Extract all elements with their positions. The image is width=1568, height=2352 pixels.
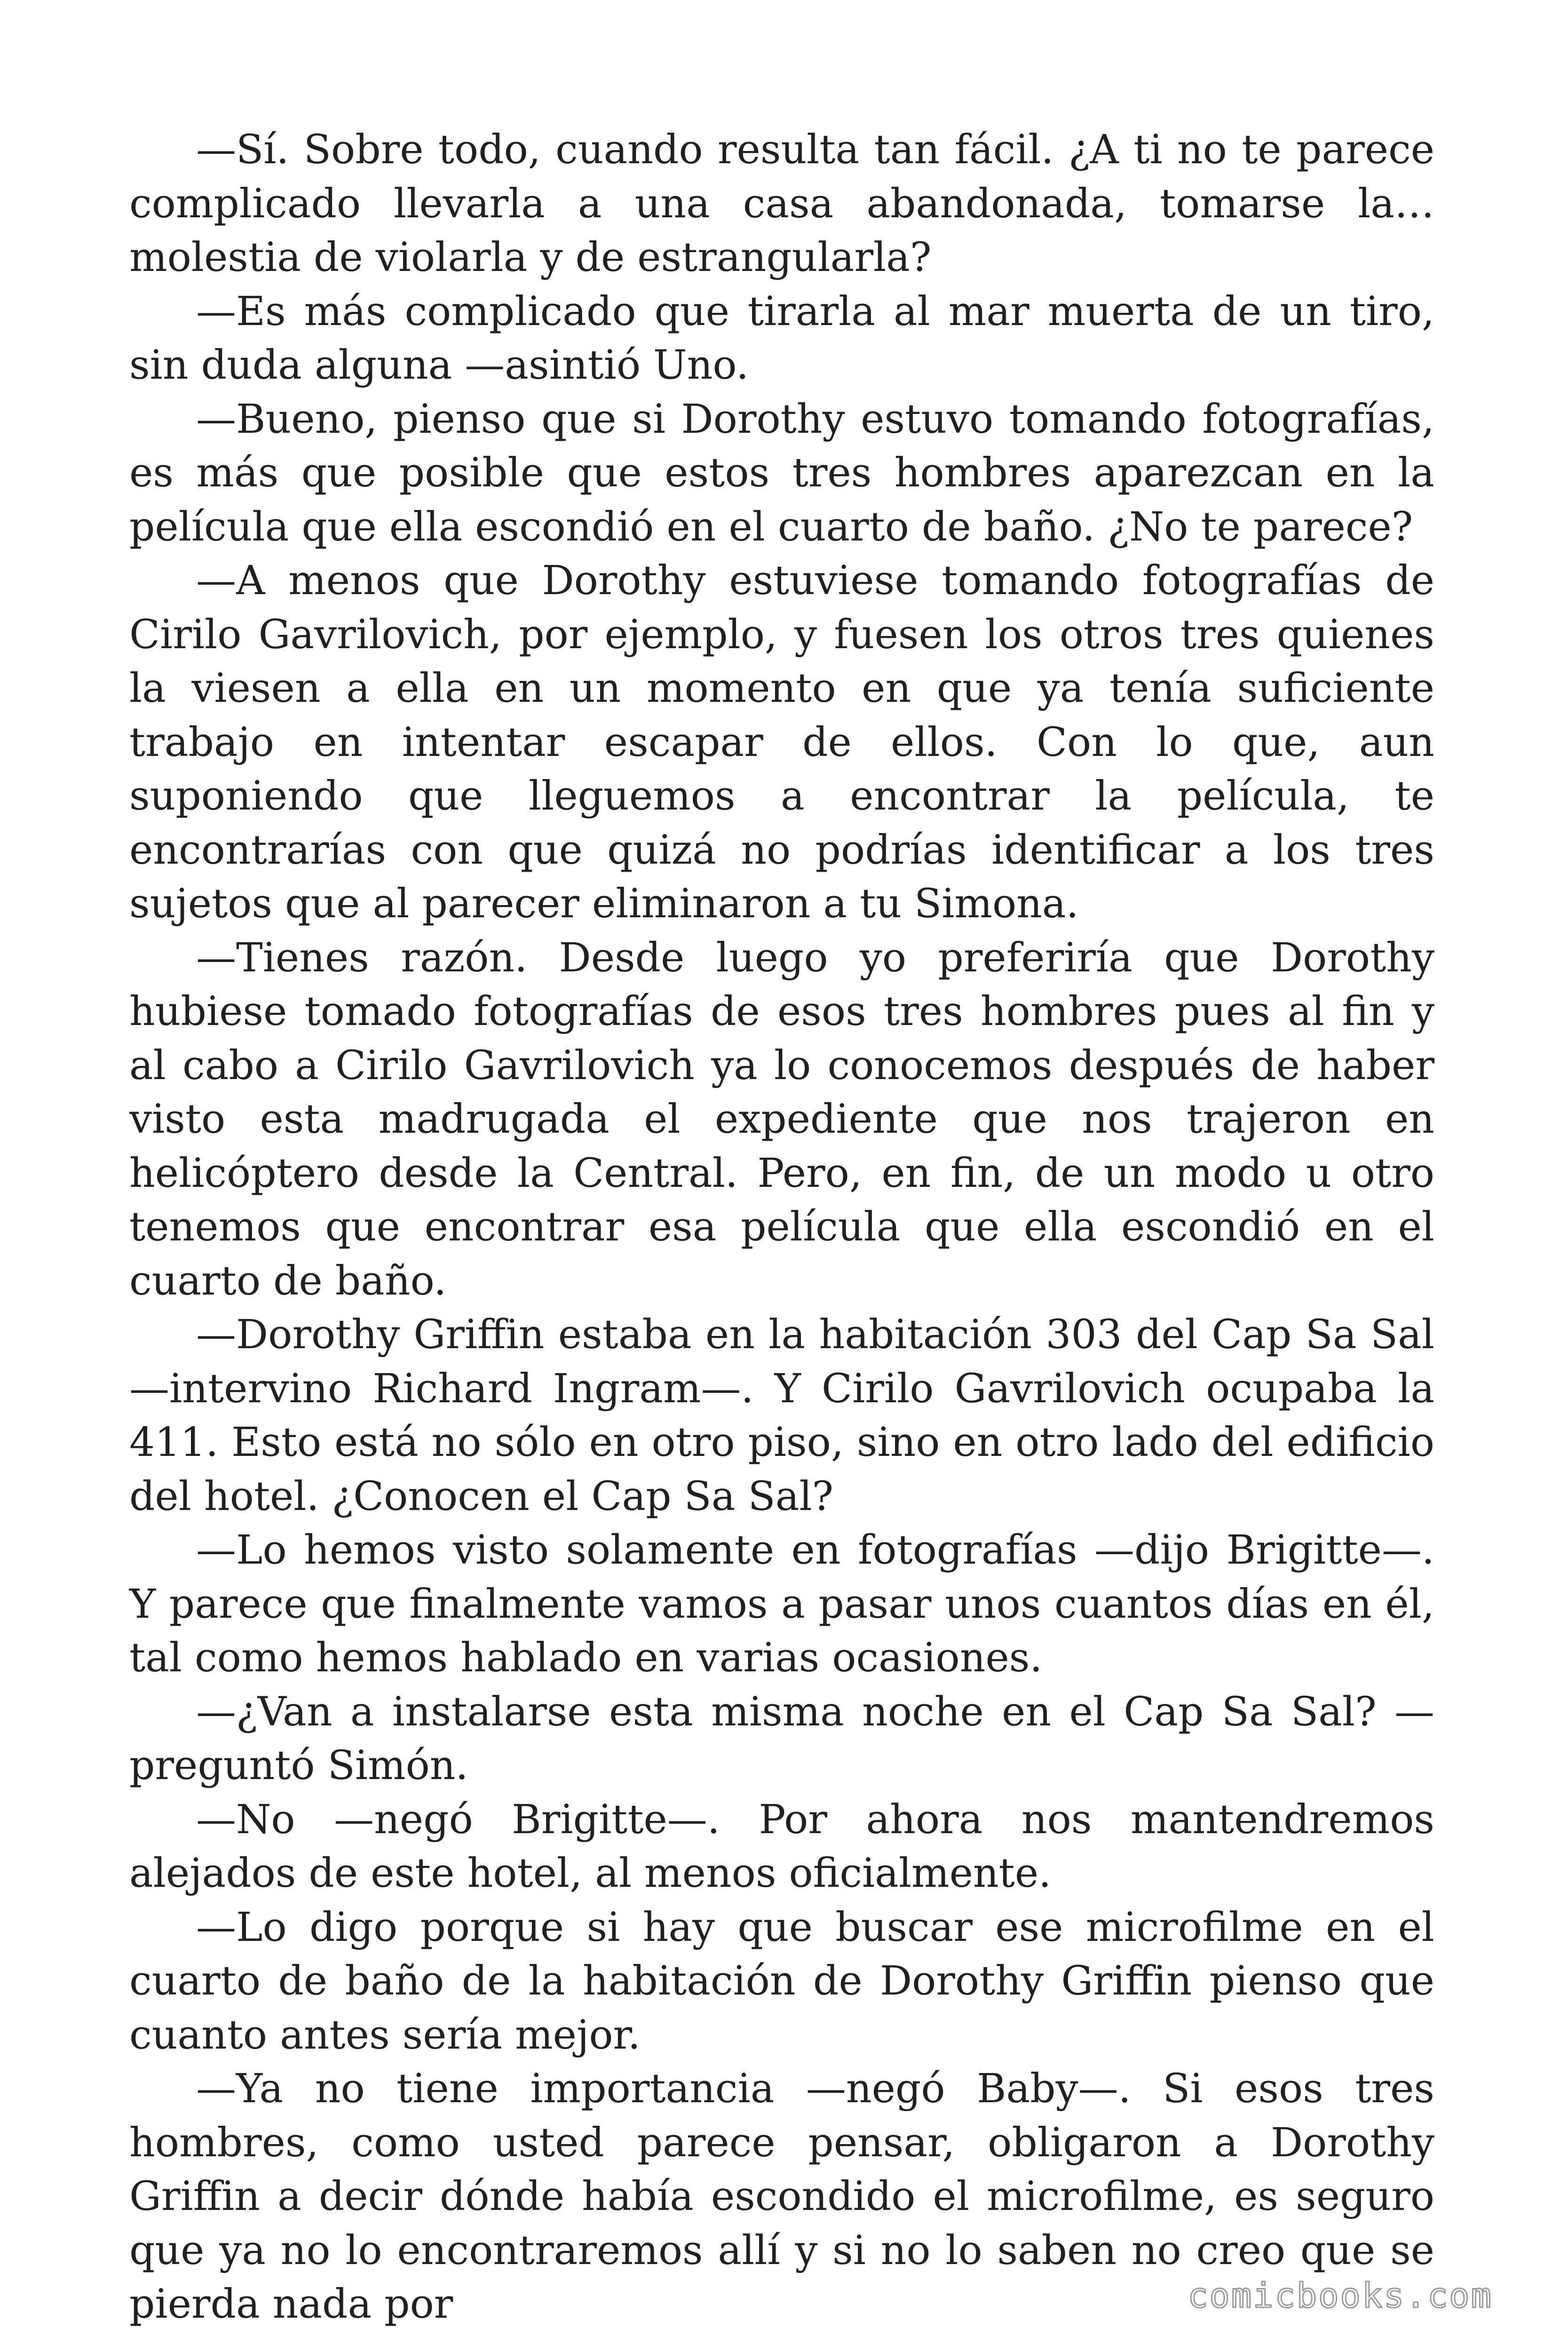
paragraph-11: —Ya no tiene importancia —negó Baby—. Si esos tres hombres, como usted parece pensar, obligaron a Dorothy Griffin a decir dónde había escondido el microfilme, es seguro que ya no lo encontraremos allí y si no lo saben no creo que se pierda nada por	[129, 2066, 1434, 2328]
paragraph-3: —Bueno, pienso que si Dorothy estuvo tomando fotografías, es más que posible que estos tres hombres aparezcan en la película que ella escondió en el cuarto de baño. ¿No te parece?	[129, 396, 1434, 550]
body-text	[129, 123, 1434, 2332]
paragraph-9: —No —negó Brigitte—. Por ahora nos mantendremos alejados de este hotel, al menos oficialmente.	[129, 1796, 1434, 1897]
paragraph-6: —Dorothy Griffin estaba en la habitación 303 del Cap Sa Sal —intervino Richard Ingram—. Y Cirilo Gavrilovich ocupaba la 411. Esto está no sólo en otro piso, sino en otro lado del edificio del hotel. ¿Conocen el Cap Sa Sal?	[129, 1311, 1434, 1520]
paragraph-10: —Lo digo porque si hay que buscar ese microfilme en el cuarto de baño de la habitación de Dorothy Griffin pienso que cuanto antes sería mejor.	[129, 1904, 1434, 2058]
paragraph-5: —Tienes razón. Desde luego yo preferiría que Dorothy hubiese tomado fotografías de esos tres hombres pues al fin y al cabo a Cirilo Gavrilovich ya lo conocemos después de haber visto esta madrugada el expediente que nos trajeron en helicóptero desde la Central. Pero, en fin, de un modo u otro tenemos que encontrar esa película que ella escondió en el cuarto de baño.	[129, 934, 1434, 1304]
paragraph-2: —Es más complicado que tirarla al mar muerta de un tiro, sin duda alguna —asintió Uno.	[129, 288, 1434, 389]
paragraph-8: —¿Van a instalarse esta misma noche en el Cap Sa Sal? —preguntó Simón.	[129, 1688, 1434, 1789]
watermark: comicbooks.com	[1188, 2276, 1493, 2315]
paragraph-7: —Lo hemos visto solamente en fotografías —dijo Brigitte—. Y parece que finalmente vamos a pasar unos cuantos días en él, tal como hemos hablado en varias ocasiones.	[129, 1527, 1434, 1681]
paragraph-4: —A menos que Dorothy estuviese tomando fotografías de Cirilo Gavrilovich, por ejemplo, y fuesen los otros tres quienes la viesen a ella en un momento en que ya tenía suficiente trabajo en intentar escapar de ellos. Con lo que, aun suponiendo que lleguemos a encontrar la película, te encontrarías con que quizá no podrías identificar a los tres sujetos que al parecer eliminaron a tu Simona.	[129, 557, 1434, 927]
paragraph-1: —Sí. Sobre todo, cuando resulta tan fácil. ¿A ti no te parece complicado llevarla a una casa abandonada, tomarse la… molestia de violarla y de estrangularla?	[129, 127, 1434, 281]
